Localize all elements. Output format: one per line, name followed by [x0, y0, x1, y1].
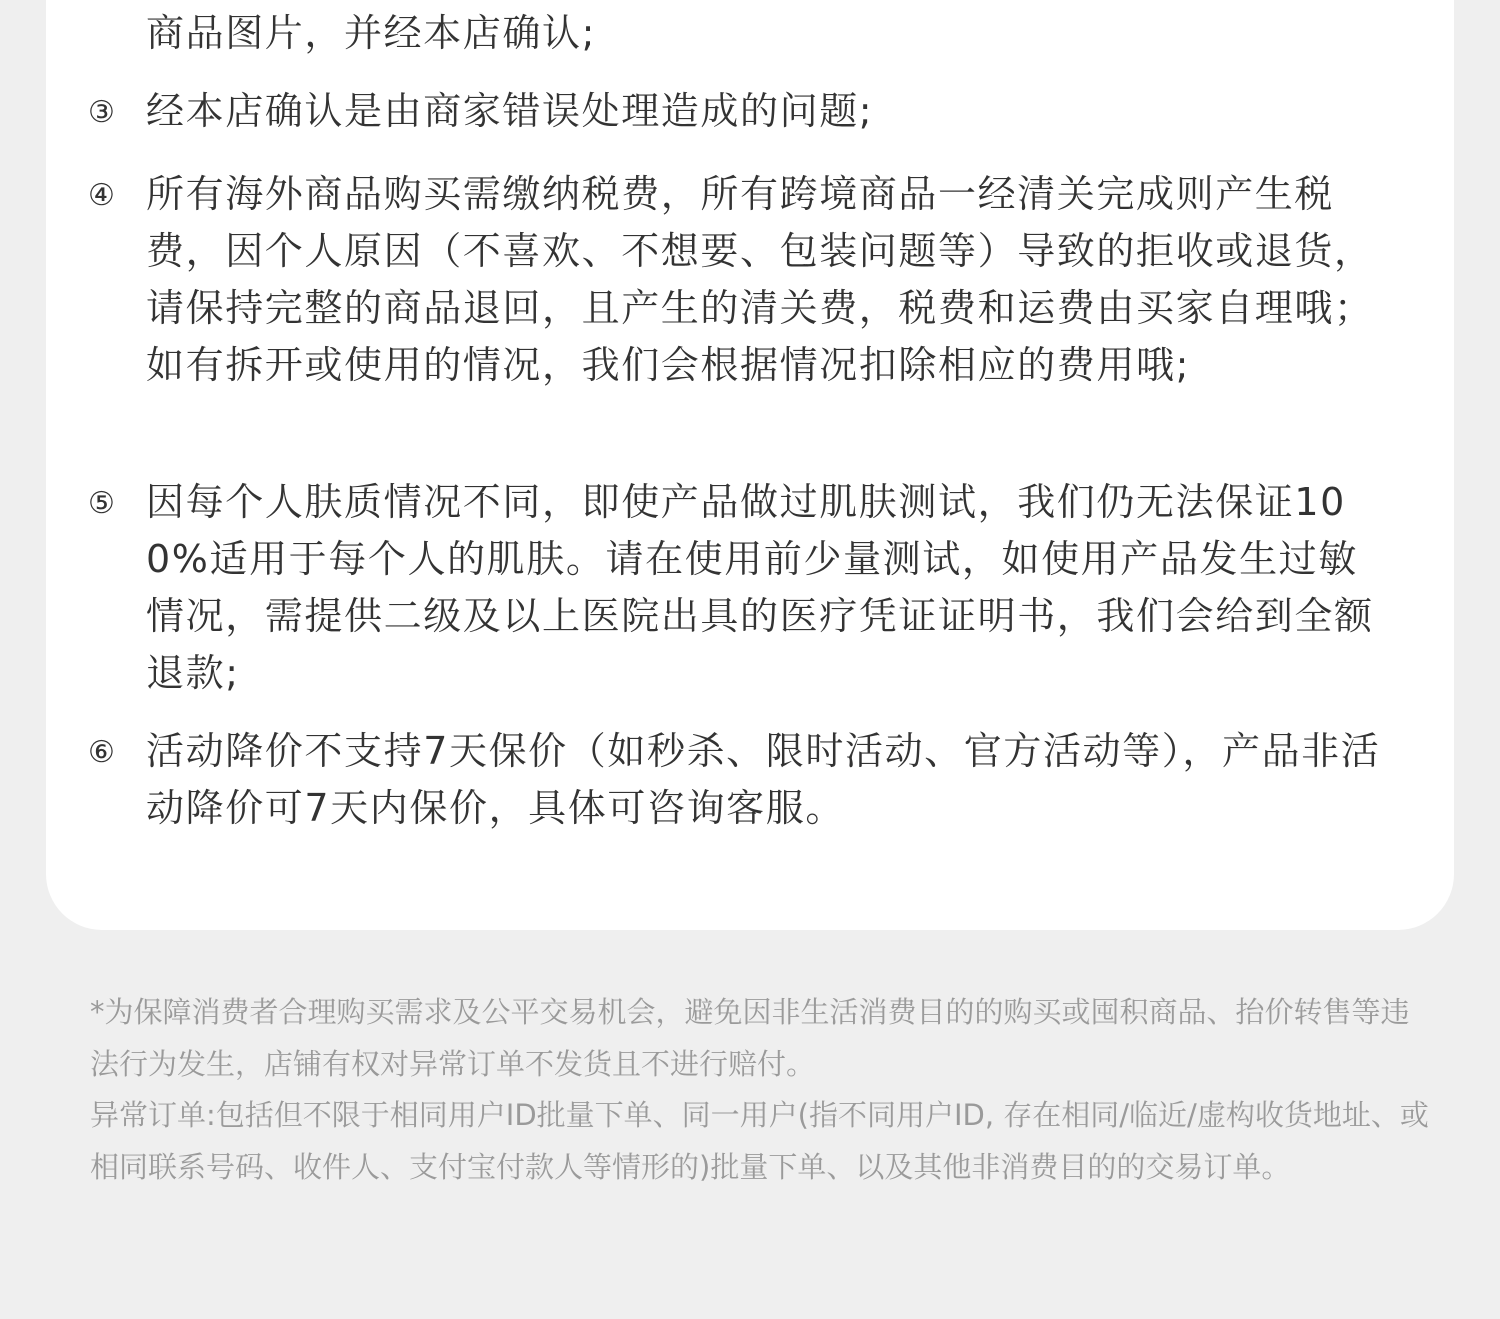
- policy-text: 商品图片，并经本店确认;: [146, 11, 597, 55]
- footer-note-purpose: *为保障消费者合理购买需求及公平交易机会，避免因非生活消费目的的购买或囤积商品、抬价转售等违法行为发生，店铺有权对异常订单不发货且不进行赔付。: [90, 995, 1410, 1081]
- policy-text: 活动降价不支持7天保价（如秒杀、限时活动、官方活动等），产品非活动降价可7天内保价，具体可咨询客服。: [146, 729, 1381, 830]
- policy-number: ④: [88, 178, 115, 213]
- policy-text: 经本店确认是由商家错误处理造成的问题;: [146, 89, 874, 133]
- policy-text: 因每个人肤质情况不同，即使产品做过肌肤测试，我们仍无法保证100%适用于每个人的肌肤。请在使用前少量测试，如使用产品发生过敏情况，需提供二级及以上医院出具的医疗凭证证明书，我们会给到全额退款;: [146, 480, 1374, 695]
- policy-card: [46, 0, 1454, 930]
- policy-text: 所有海外商品购买需缴纳税费，所有跨境商品一经清关完成则产生税费，因个人原因（不喜欢、不想要、包装问题等）导致的拒收或退货，请保持完整的商品退回，且产生的清关费，税费和运费由买家自理哦；如有拆开或使用的情况，我们会根据情况扣除相应的费用哦;: [146, 172, 1374, 387]
- policy-number: ③: [88, 95, 115, 130]
- footer-note-abnormal-orders: 异常订单:包括但不限于相同用户ID批量下单、同一用户(指不同用户ID, 存在相同/临近/虚构收货地址、或相同联系号码、收件人、支付宝付款人等情形的)批量下单、以及其他非消费目的的交易订单。: [90, 1098, 1429, 1184]
- policy-number: ⑥: [88, 735, 115, 770]
- policy-number: ⑤: [88, 486, 115, 521]
